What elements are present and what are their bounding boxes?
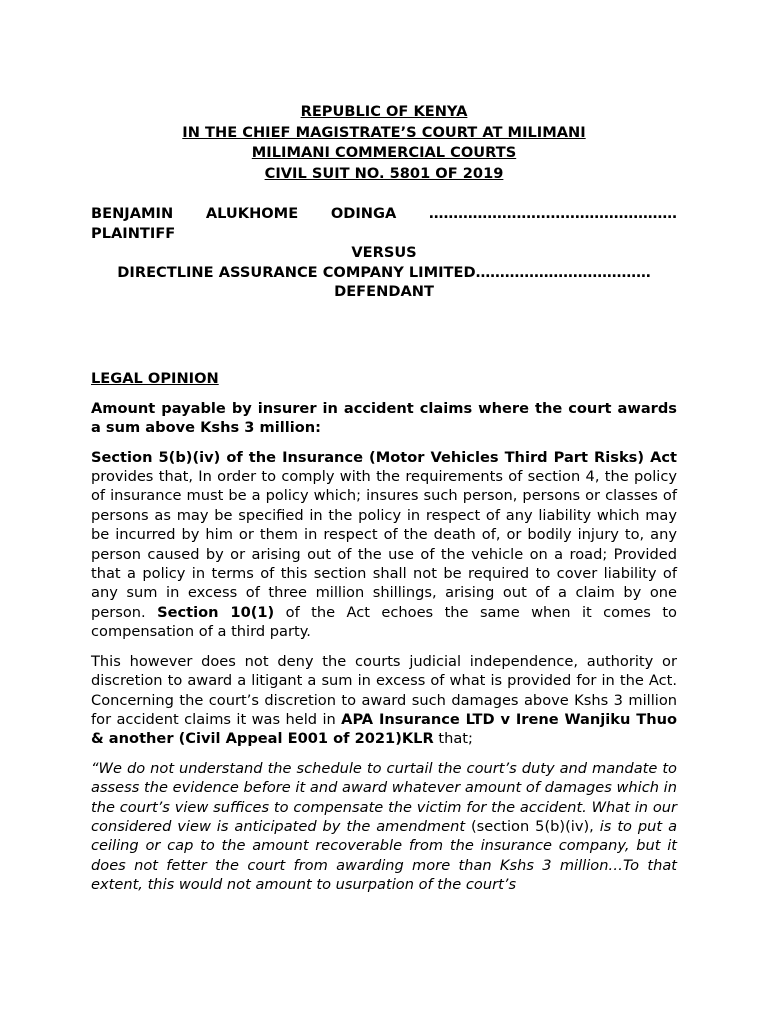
case-citation: APA Insurance LTD v Irene Wanjiku Thuo & another (Civil Appeal E001 of 2021)KLR: [91, 710, 677, 748]
section-heading: LEGAL OPINION: [91, 370, 219, 388]
paragraph-quote: [91, 759, 677, 895]
header-division: MILIMANI COMMERCIAL COURTS: [251, 144, 517, 162]
section-text: of the Act echoes the same when it comes to compensation of a third party.: [91, 603, 677, 641]
quote-text-end: is to put a ceiling or cap to the amount recoverable from the insurance company, but it does not fetter the court from awarding more than Kshs 3 million…To that extent, this would not amount to usurpation of the court’s: [91, 817, 678, 894]
discretion-text-end: that;: [433, 730, 473, 748]
plaintiff-role: PLAINTIFF: [91, 224, 176, 242]
paragraph-statute: [91, 448, 677, 642]
quote-text: “We do not understand the schedule to curtail the court’s duty and mandate to assess the evidence before it and award whatever amount of damages which in the court’s view suffices to compensate the victim for the accident. What in our considered view is anticipated by the amendment: [91, 759, 677, 835]
defendant-role: DEFENDANT: [334, 283, 434, 300]
quote-plain-text: (section 5(b)(iv),: [470, 817, 594, 835]
section-reference: Section 10(1): [157, 603, 275, 621]
subheading: [91, 399, 677, 438]
header-court: IN THE CHIEF MAGISTRATE’S COURT AT MILIMANI: [182, 123, 586, 141]
paragraph-discretion: [91, 652, 677, 749]
statute-reference: Section 5(b)(iv) of the Insurance (Motor Vehicles Third Part Risks) Act: [91, 448, 677, 466]
defendant-line: DIRECTLINE ASSURANCE COMPANY LIMITED………………………………: [117, 263, 651, 281]
subheading-text: Amount payable by insurer in accident claims where the court awards a sum above Kshs 3 million:: [91, 399, 677, 437]
statute-text: provides that, In order to comply with the requirements of section 4, the policy of insurance must be a policy which; insures such person, persons or classes of persons as may be specified in the policy in respect of any liability which may be incurred by him or them in respect of the death of, or bodily injury to, any person caused by or arising out of the use of the vehicle on a road; Provided that a policy in terms of this section shall not be required to cover liability of any sum in excess of three million shillings, arising out of a claim by one person.: [91, 468, 677, 621]
versus-label: VERSUS: [351, 244, 417, 262]
parties-block: [91, 204, 677, 301]
discretion-text: This however does not deny the courts judicial independence, authority or discretion to award a litigant a sum in excess of what is provided for in the Act. Concerning the court’s discretion to award such damages above Kshs 3 million for accident claims it was held in: [91, 652, 677, 728]
header-republic: REPUBLIC OF KENYA: [300, 103, 468, 120]
plaintiff-line: BENJAMIN ALUKHOME ODINGA ……………………………………………: [91, 205, 677, 223]
case-header: [91, 102, 677, 184]
header-case-number: CIVIL SUIT NO. 5801 OF 2019: [264, 164, 504, 182]
